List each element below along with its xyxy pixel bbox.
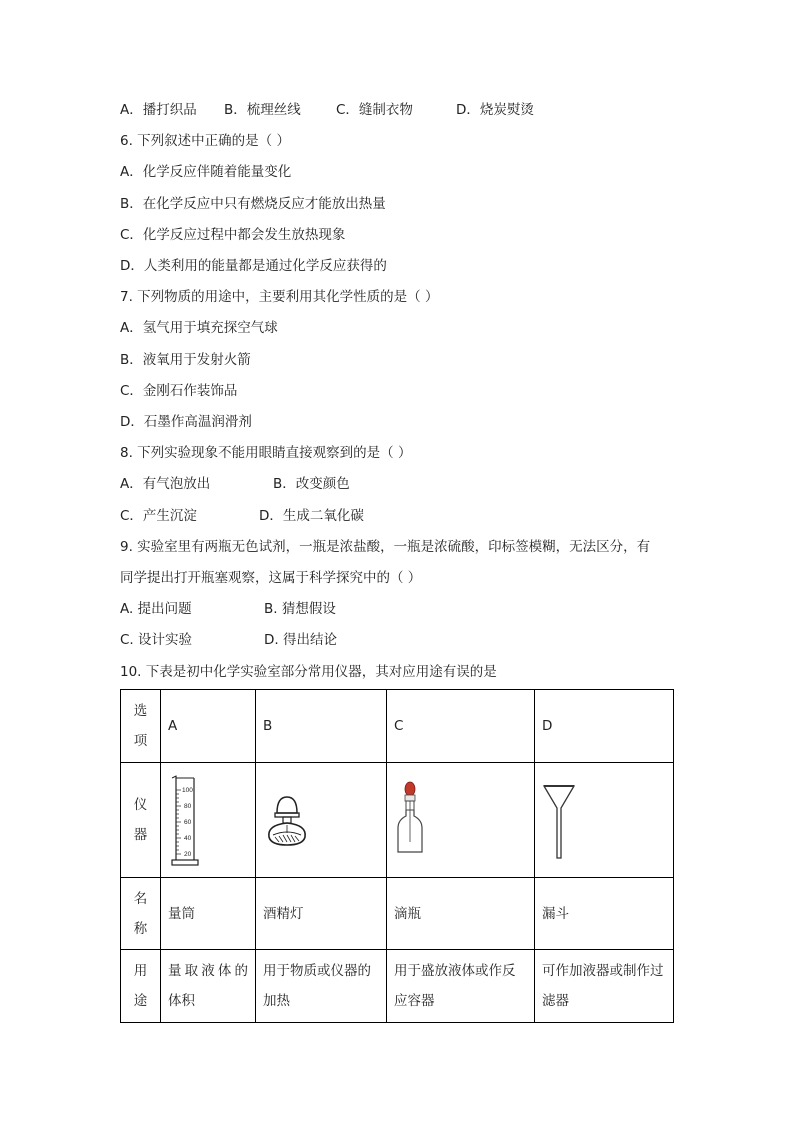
q8-option-a: A．有气泡放出 [120, 476, 211, 492]
use-cell-b: 用于物质或仪器的加热 [256, 950, 387, 1023]
q6-option-a: A．化学反应伴随着能量变化 [120, 164, 292, 180]
cylinder-mark: 60 [184, 819, 192, 826]
q6-option-d: D．人类利用的能量都是通过化学反应获得的 [120, 258, 387, 274]
row-header-instrument: 仪器 [121, 763, 161, 878]
row-header-use: 用途 [121, 950, 161, 1023]
q7-option-d: D．石墨作高温润滑剂 [120, 414, 252, 430]
table-row [121, 950, 674, 1023]
row-header-option: 选项 [121, 690, 161, 763]
dropper-bottle-cell [387, 763, 535, 878]
table-row [121, 878, 674, 950]
column-header-d: D [535, 690, 674, 763]
table-row [121, 690, 674, 763]
column-header-a: A [161, 690, 256, 763]
name-cell-d: 漏斗 [535, 878, 674, 950]
q6-option-c: C．化学反应过程中都会发生放热现象 [120, 227, 346, 243]
alcohol-lamp-cell [256, 763, 387, 878]
q8-stem: 8. 下列实验现象不能用眼睛直接观察到的是（ ） [120, 445, 412, 461]
row-header-name: 名称 [121, 878, 161, 950]
q8-option-b: B．改变颜色 [273, 476, 350, 492]
q10-stem: 10. 下表是初中化学实验室部分常用仪器，其对应用途有误的是 [120, 664, 497, 680]
q9-option-b: B. 猜想假设 [264, 601, 336, 617]
q7-stem: 7. 下列物质的用途中，主要利用其化学性质的是（ ） [120, 289, 439, 305]
funnel-icon [542, 780, 582, 860]
graduated-cylinder-cell [161, 763, 256, 878]
q5-option-a: A．播打织品 [120, 102, 197, 118]
q7-option-c: C．金刚石作装饰品 [120, 383, 238, 399]
q5-option-c: C．缝制衣物 [336, 102, 413, 118]
graduated-cylinder-icon [168, 770, 208, 870]
q9-stem-line2: 同学提出打开瓶塞观察，这属于科学探究中的（ ） [120, 570, 422, 586]
cylinder-mark: 40 [184, 835, 192, 842]
funnel-cell [535, 763, 674, 878]
q5-option-d: D．烧炭熨烫 [456, 102, 534, 118]
name-cell-a: 量筒 [161, 878, 256, 950]
name-cell-c: 滴瓶 [387, 878, 535, 950]
q9-stem-line1: 9. 实验室里有两瓶无色试剂，一瓶是浓盐酸，一瓶是浓硫酸，印标签模糊，无法区分，有 [120, 539, 651, 555]
q7-option-b: B．液氧用于发射火箭 [120, 352, 251, 368]
q8-option-c: C．产生沉淀 [120, 508, 197, 524]
cylinder-mark: 100 [182, 787, 193, 794]
q6-stem: 6. 下列叙述中正确的是（ ） [120, 133, 290, 149]
instrument-table [120, 689, 674, 1023]
use-cell-a: 量取液体的体积 [161, 950, 256, 1023]
column-header-c: C [387, 690, 535, 763]
column-header-b: B [256, 690, 387, 763]
cylinder-mark: 20 [184, 851, 192, 858]
use-cell-c: 用于盛放液体或作反应容器 [387, 950, 535, 1023]
use-cell-d: 可作加液器或制作过滤器 [535, 950, 674, 1023]
q8-option-d: D．生成二氧化碳 [259, 508, 364, 524]
cylinder-mark: 80 [184, 803, 192, 810]
q5-option-b: B．梳理丝线 [224, 102, 301, 118]
q6-option-b: B．在化学反应中只有燃烧反应才能放出热量 [120, 196, 386, 212]
q9-option-c: C. 设计实验 [120, 632, 193, 648]
q7-option-a: A．氢气用于填充探空气球 [120, 320, 278, 336]
name-cell-b: 酒精灯 [256, 878, 387, 950]
q9-option-a: A. 提出问题 [120, 601, 192, 617]
q9-option-d: D. 得出结论 [264, 632, 337, 648]
table-row [121, 763, 674, 878]
dropper-bottle-icon [394, 780, 434, 860]
alcohol-lamp-icon [263, 785, 311, 855]
